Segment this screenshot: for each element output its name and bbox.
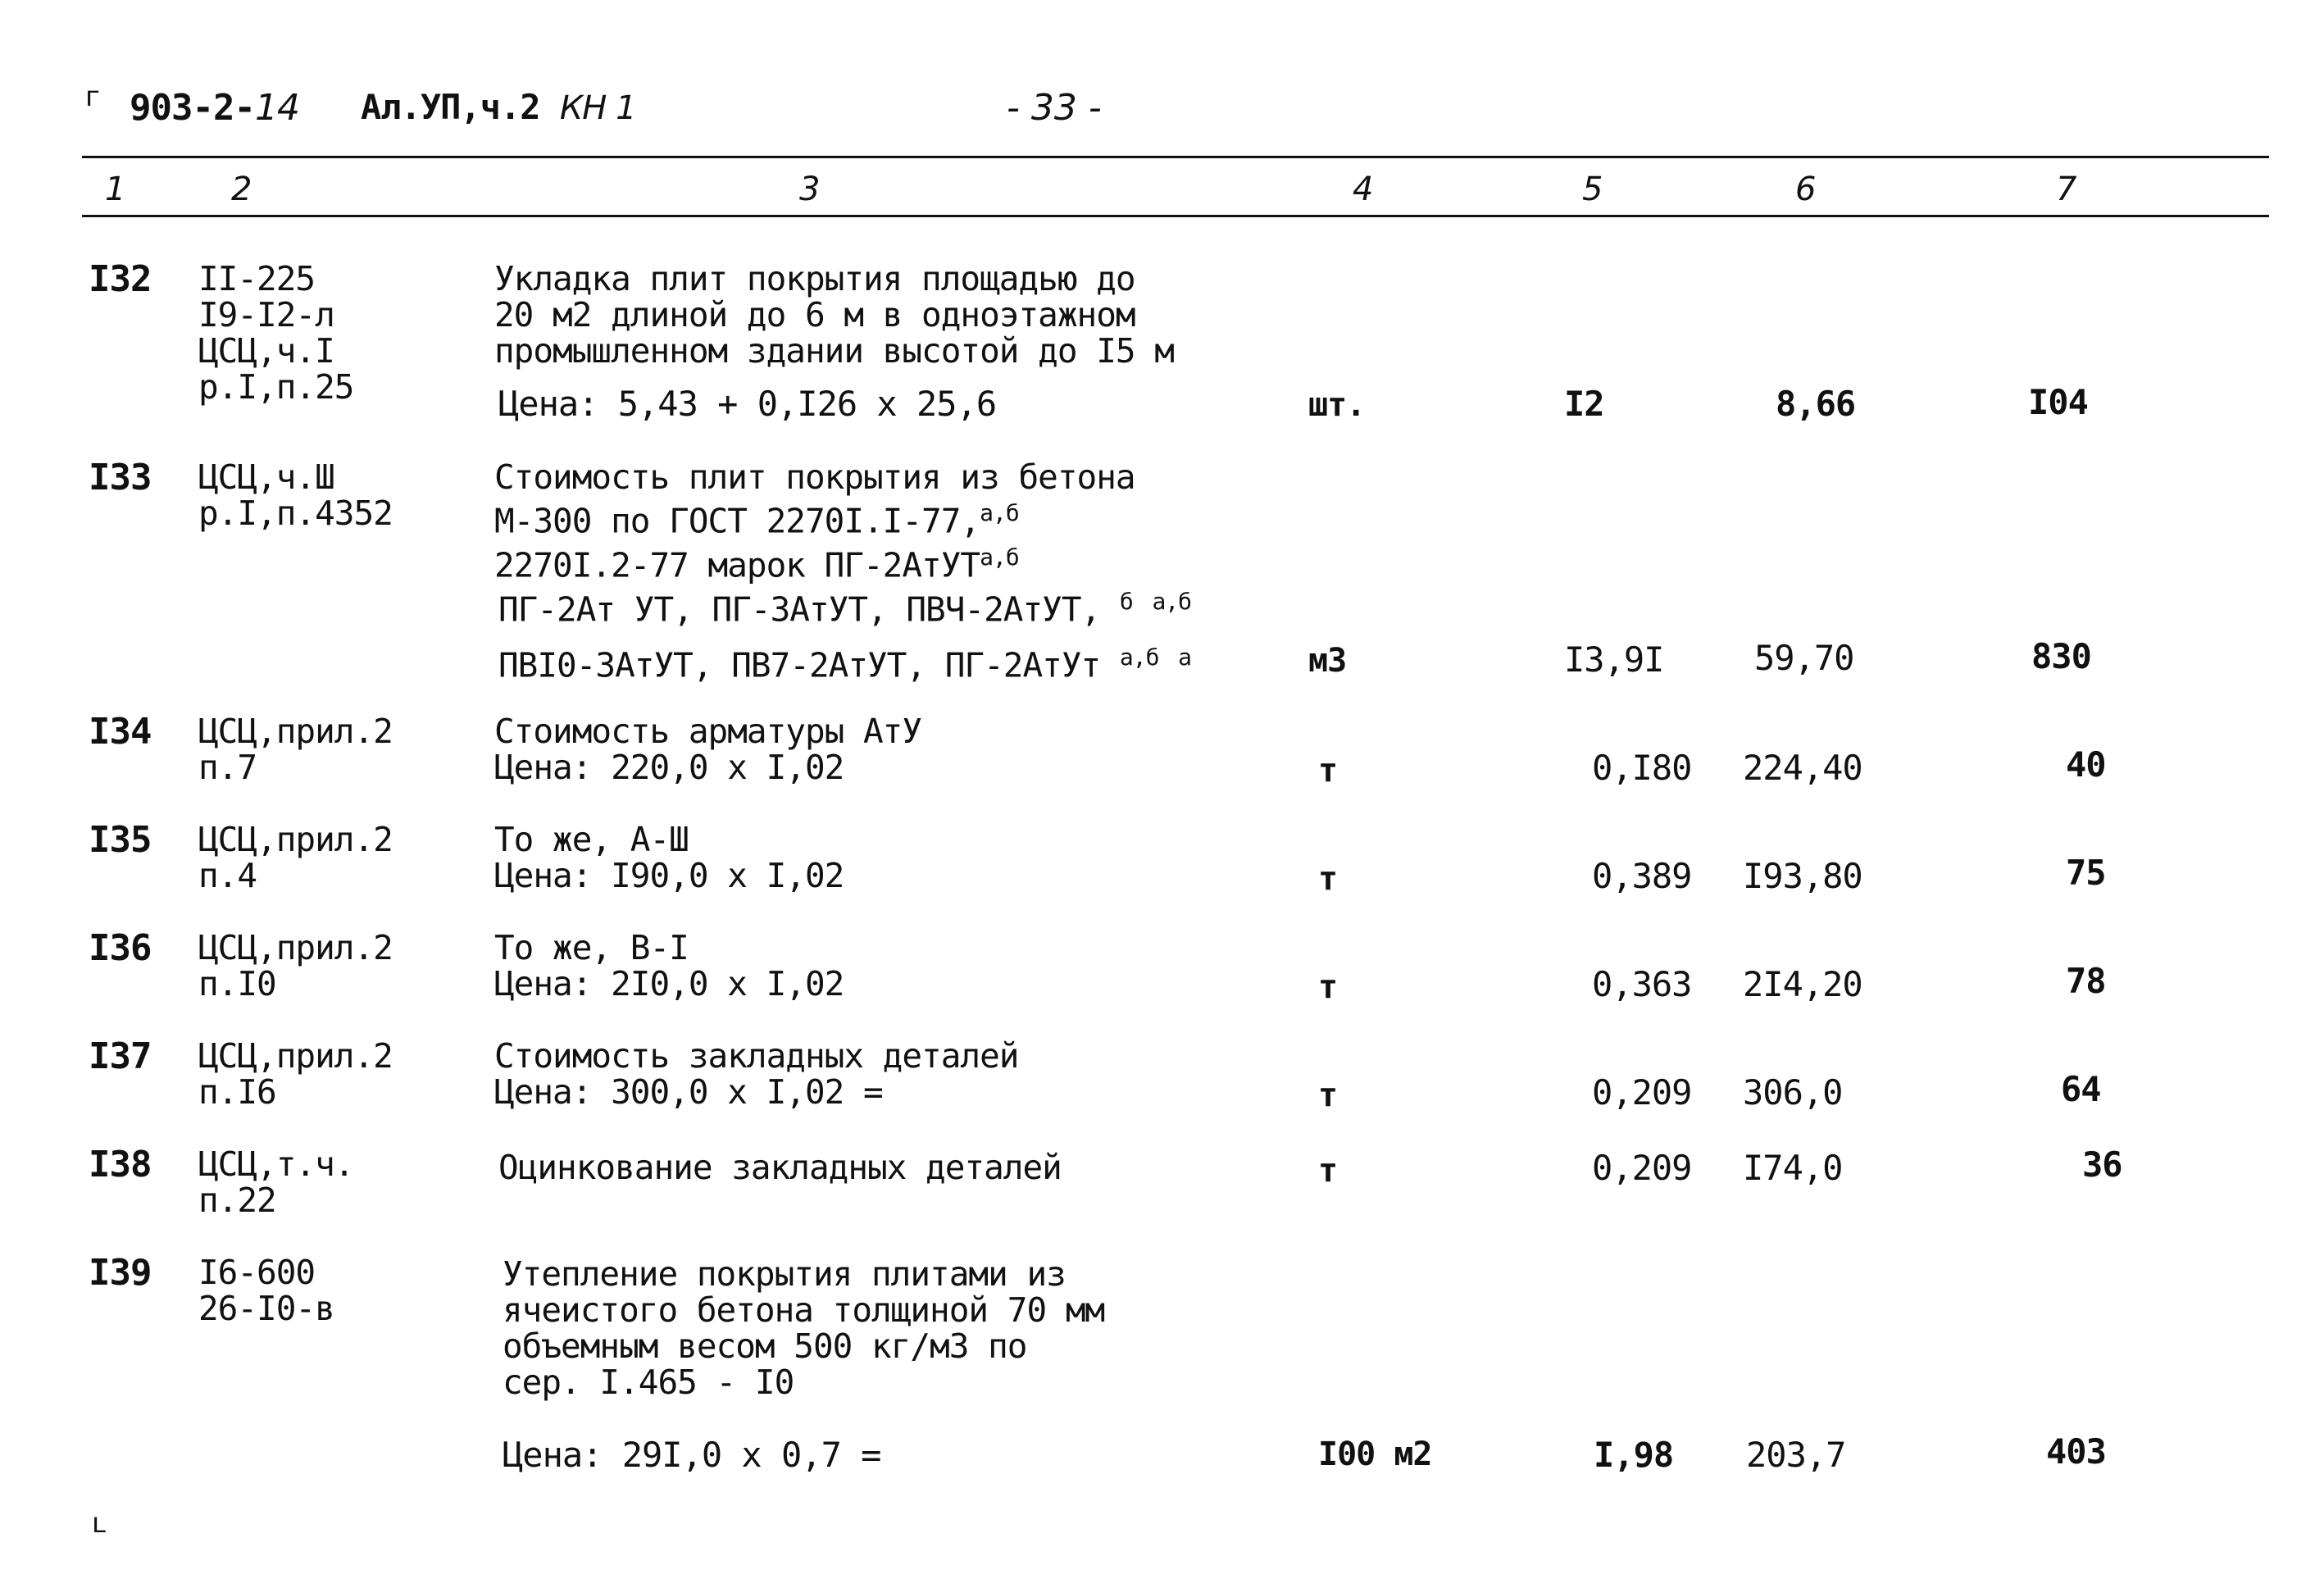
row-code	[198, 930, 393, 1002]
column-number-4: 4	[1353, 171, 1374, 208]
row-number: I33	[89, 457, 152, 498]
row-description	[494, 930, 844, 1002]
row-number: I39	[89, 1252, 152, 1294]
desc-line: Стоимость арматуры АтУ	[494, 712, 922, 751]
price-formula: Цена: 29I,0 x 0,7 =	[503, 1435, 881, 1475]
total-cost: 78	[2066, 961, 2106, 1001]
unit-cost: 306,0	[1743, 1072, 1843, 1113]
unit-cost: 2I4,20	[1743, 964, 1862, 1004]
column-number-1: 1	[105, 171, 126, 208]
desc-line: объемным весом 500 кг/м3 по	[503, 1326, 1027, 1366]
row-code	[198, 459, 393, 531]
desc-line: ПВI0-3АтУТ, ПВ7-2АтУТ, ПГ-2АтУт $^{а,б}$ $^а$	[498, 644, 1192, 685]
desc-line: Оцинкование закладных деталей	[498, 1148, 1062, 1187]
album-reference: Ал.УП,ч.2 КН 1	[361, 87, 636, 127]
unit: м3	[1308, 642, 1347, 680]
row-description	[503, 1256, 1104, 1400]
total-cost: 830	[2031, 636, 2091, 676]
row-description	[494, 821, 844, 894]
code-line: п.7	[198, 748, 257, 787]
code-line: ЦСЦ,прил.2	[198, 712, 393, 751]
unit: т	[1318, 860, 1338, 898]
desc-line: Стоимость закладных деталей	[494, 1036, 1019, 1076]
row-description	[494, 459, 1135, 583]
desc-line: Стоимость плит покрытия из бетона	[494, 457, 1135, 497]
desc-line: 20 м2 длиной до 6 м в одноэтажном	[494, 295, 1135, 334]
unit: шт.	[1308, 386, 1366, 424]
header-rule-bottom	[82, 215, 2269, 217]
desc-line: М-300 по ГОСТ 2270I.I-77,$^{а,б}$	[494, 499, 1019, 541]
row-description	[498, 1149, 1062, 1185]
row-number: I38	[89, 1144, 152, 1185]
row-number: I37	[89, 1035, 152, 1077]
row-code	[198, 713, 393, 785]
row-description-continued	[498, 639, 1191, 684]
column-number-5: 5	[1582, 171, 1603, 208]
unit-cost: 59,70	[1754, 638, 1854, 678]
desc-line: сер. I.465 - I0	[503, 1363, 794, 1402]
code-line: I9-I2-л	[198, 295, 334, 334]
desc-line: То же, А-Ш	[494, 820, 689, 859]
unit-cost: 203,7	[1746, 1435, 1846, 1475]
row-description	[494, 261, 1174, 369]
doc-number: 903-2-14	[130, 87, 299, 129]
row-code	[198, 1254, 334, 1326]
desc-line: 2270I.2-77 марок ПГ-2АтУТ$^{а,б}$	[494, 543, 1019, 585]
row-code	[198, 1038, 393, 1110]
desc-line: Укладка плит покрытия площадью до	[494, 259, 1135, 298]
price-formula: Цена: 300,0 x I,02 =	[494, 1072, 883, 1112]
total-cost: I04	[2028, 382, 2088, 422]
row-number: I34	[89, 711, 152, 753]
code-line: ЦСЦ,прил.2	[198, 1036, 393, 1076]
column-number-3: 3	[799, 171, 821, 208]
unit: т	[1318, 968, 1338, 1006]
code-line: 26-I0-в	[198, 1289, 334, 1328]
row-number: I32	[89, 258, 152, 300]
total-cost: 64	[2061, 1069, 2101, 1109]
code-line: п.I6	[198, 1072, 276, 1112]
desc-line: промышленном здании высотой до I5 м	[494, 331, 1174, 371]
quantity: 0,I80	[1592, 748, 1692, 788]
code-line: I6-600	[198, 1253, 316, 1292]
row-number: I35	[89, 819, 152, 861]
unit: т	[1318, 1152, 1338, 1190]
corner-mark-top-left: г	[85, 80, 100, 113]
total-cost: 75	[2066, 853, 2106, 893]
row-code	[198, 1146, 353, 1218]
desc-line: Утепление покрытия плитами из	[503, 1254, 1066, 1294]
desc-line: ячеистого бетона толщиной 70 мм	[503, 1290, 1105, 1330]
unit-cost: I74,0	[1743, 1148, 1843, 1188]
code-line: ЦСЦ,ч.Ш	[198, 457, 334, 497]
quantity: 0,209	[1592, 1148, 1692, 1188]
row-description	[494, 713, 921, 785]
desc-line: То же, В-I	[494, 928, 689, 967]
price-formula: Цена: 2I0,0 x I,02	[494, 964, 844, 1003]
code-line: п.22	[198, 1181, 276, 1220]
unit: т	[1318, 752, 1338, 789]
page-number: - 33 -	[1007, 87, 1102, 129]
code-line: р.I,п.4352	[198, 494, 393, 533]
code-line: ЦСЦ,прил.2	[198, 928, 393, 967]
quantity: I,98	[1594, 1435, 1674, 1475]
unit: т	[1318, 1076, 1338, 1114]
quantity: I3,9I	[1564, 639, 1664, 680]
row-code	[198, 261, 353, 405]
row-description-continued	[498, 584, 1191, 628]
total-cost: 403	[2046, 1431, 2106, 1472]
quantity: I2	[1564, 384, 1604, 424]
quantity: 0,389	[1592, 856, 1692, 896]
code-line: ЦСЦ,т.ч.	[198, 1144, 354, 1184]
code-line: ЦСЦ,прил.2	[198, 820, 393, 859]
row-number: I36	[89, 927, 152, 969]
code-line: р.I,п.25	[198, 367, 354, 407]
code-line: п.I0	[198, 964, 276, 1003]
code-line: II-225	[198, 259, 316, 298]
unit-cost: I93,80	[1743, 856, 1862, 896]
column-number-6: 6	[1795, 171, 1817, 208]
price-formula: Цена: 220,0 x I,02	[494, 748, 844, 787]
unit-cost: 224,40	[1743, 748, 1862, 788]
total-cost: 40	[2066, 744, 2106, 785]
row-code	[198, 821, 393, 894]
unit: I00 м2	[1318, 1436, 1432, 1473]
desc-line: ПГ-2Ат УТ, ПГ-3АтУТ, ПВЧ-2АтУТ, $^б$ $^{а,б}$	[498, 588, 1192, 630]
corner-mark-bottom-left: ʟ	[92, 1507, 107, 1540]
total-cost: 36	[2082, 1144, 2122, 1185]
price-formula: Цена: 5,43 + 0,I26 x 25,6	[498, 384, 997, 424]
code-line: ЦСЦ,ч.I	[198, 331, 334, 371]
header-rule-top	[82, 156, 2269, 158]
row-description	[494, 1038, 1018, 1110]
code-line: п.4	[198, 856, 257, 895]
quantity: 0,209	[1592, 1072, 1692, 1113]
column-number-7: 7	[2056, 171, 2077, 208]
price-formula: Цена: I90,0 x I,02	[494, 856, 844, 895]
column-number-2: 2	[231, 171, 252, 208]
quantity: 0,363	[1592, 964, 1692, 1004]
unit-cost: 8,66	[1776, 384, 1856, 424]
